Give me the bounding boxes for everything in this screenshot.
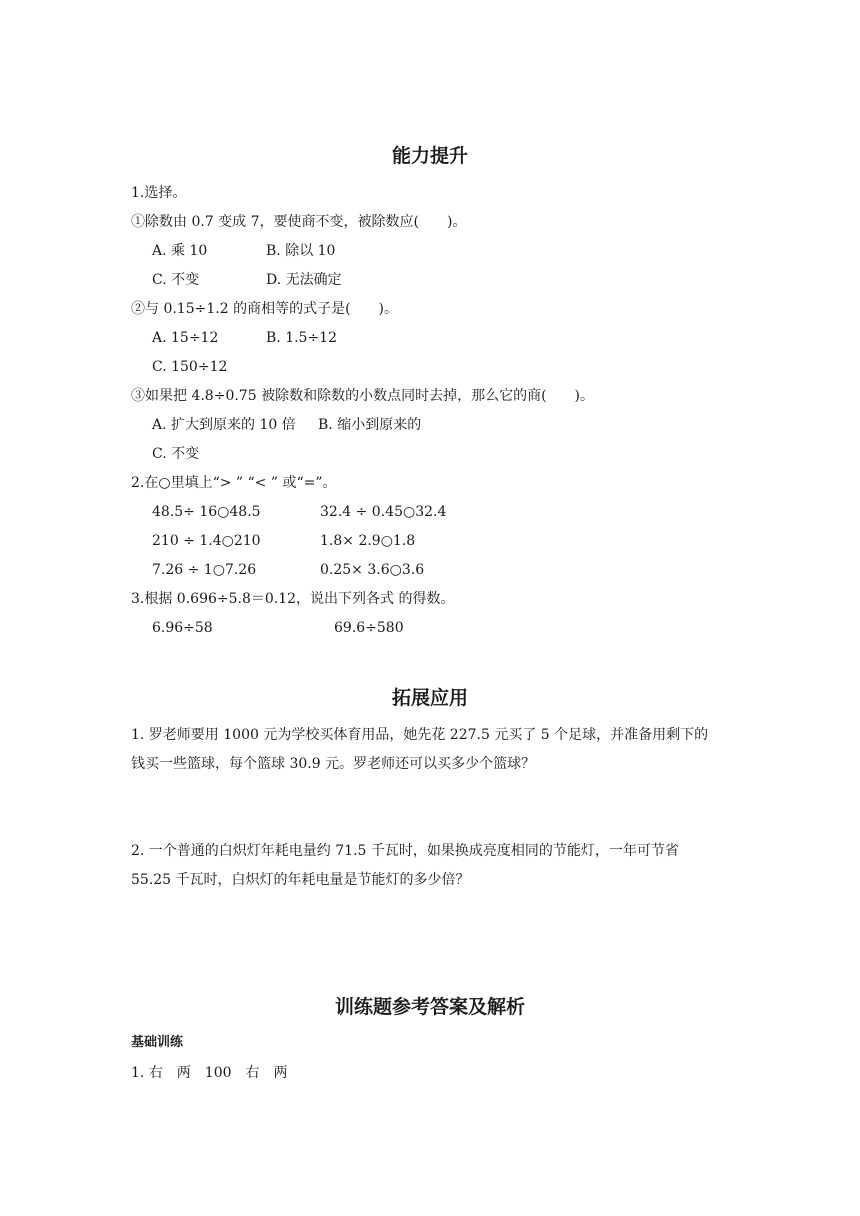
section-title-extension: 拓展应用 [391,687,468,709]
problem-2-line-2: 55.25 千瓦时，白炽灯的年耗电量是节能灯的多少倍？ [131,872,470,888]
q2-cell: 7.26 ÷ 1○7.26 [152,562,257,578]
q1-item-3-option-a: A. 扩大到原来的 10 倍 [152,417,296,433]
q1-item-2-stem: ②与 0.15÷1.2 的商相等的式子是( )。 [131,301,398,317]
section-title-answers: 训练题参考答案及解析 [334,996,525,1018]
q2-cell: 48.5÷ 16○48.5 [152,504,261,520]
problem-1-line-2: 钱买一些篮球，每个篮球 30.9 元。罗老师还可以买多少个篮球？ [131,756,536,772]
q1-item-1-option-a: A. 乘 10 [152,243,208,259]
q1-item-3-option-b: B. 缩小到原来的 [318,417,422,433]
q2-cell: 0.25× 3.6○3.6 [320,562,425,578]
q1-item-2-option-c: C. 150÷12 [152,359,228,375]
q1-heading: 1.选择。 [131,185,187,201]
q1-item-3-stem: ③如果把 4.8÷0.75 被除数和除数的小数点同时去掉，那么它的商( )。 [131,388,594,404]
q1-item-1-stem: ①除数由 0.7 变成 7，要使商不变，被除数应( )。 [131,214,467,230]
q2-cell: 32.4 ÷ 0.45○32.4 [320,504,447,520]
answer-1: 1. 右 两 100 右 两 [131,1065,288,1081]
q1-item-2-option-b: B. 1.5÷12 [266,330,337,346]
q2-heading: 2.在○里填上“> ” “< ” 或“=”。 [131,475,337,491]
q3-item: 6.96÷58 [152,620,213,636]
q3-item: 69.6÷580 [334,620,404,636]
q2-cell: 1.8× 2.9○1.8 [320,533,416,549]
q1-item-1-option-b: B. 除以 10 [266,243,336,259]
q2-cell: 210 ÷ 1.4○210 [152,533,261,549]
q3-heading: 3.根据 0.696÷5.8＝0.12，说出下列各式 的得数。 [131,591,455,607]
q1-item-2-option-a: A. 15÷12 [152,330,219,346]
subheading-basic-training: 基础训练 [131,1035,184,1050]
q1-item-3-option-c: C. 不变 [152,446,200,462]
problem-2-line-1: 2. 一个普通的白炽灯年耗电量约 71.5 千瓦时，如果换成亮度相同的节能灯，一年可节省 [131,843,679,859]
problem-1-line-1: 1. 罗老师要用 1000 元为学校买体育用品，她先花 227.5 元买了 5 个足球，并准备用剩下的 [131,727,709,743]
section-title-ability: 能力提升 [391,145,468,167]
q1-item-1-option-d: D. 无法确定 [266,272,342,288]
q1-item-1-option-c: C. 不变 [152,272,200,288]
